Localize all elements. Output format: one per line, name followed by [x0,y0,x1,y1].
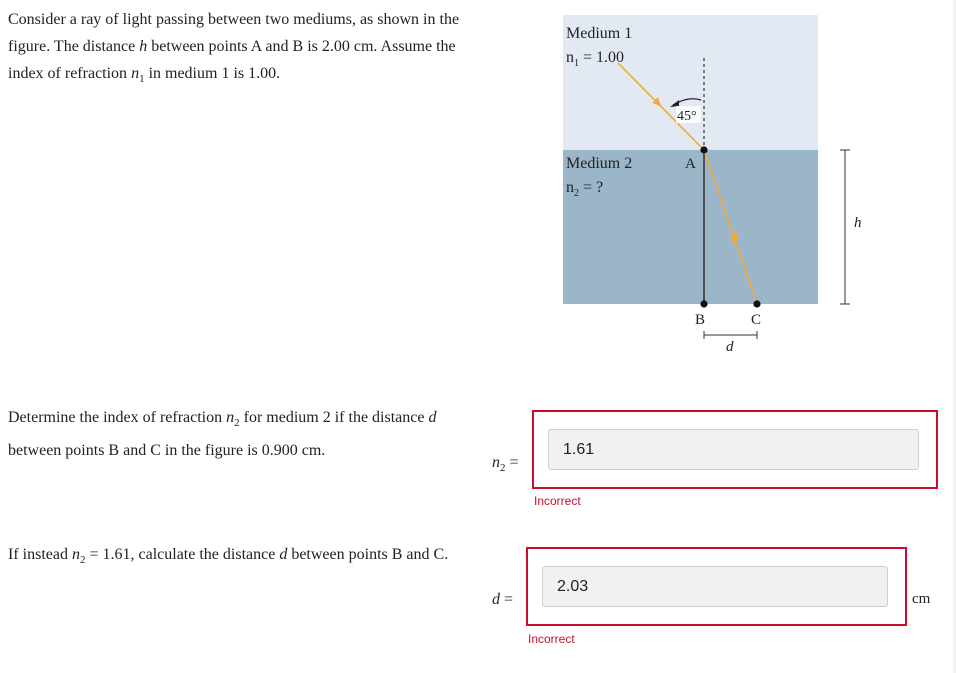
d-dimension-label: d [726,339,734,355]
medium2-index: $n_2$ = ? [566,179,604,199]
intro-n1-subscript: 1 [139,73,145,86]
part2-input-label: d = [492,591,514,608]
angle-label: 45° [677,109,697,124]
h-dimension-label: h [854,215,862,231]
point-c-label: C [751,312,762,328]
point-b-label: B [695,312,706,328]
intro-text-3: in medium 1 is 1.00. [144,65,281,82]
intro-text-1: Consider a ray of light passing between two mediums, as shown in the figure. The distance [8,11,460,55]
part1-input-label: $n_2$ = [492,454,519,475]
intro-h-symbol: h [139,38,148,55]
part1-feedback: Incorrect [534,494,581,508]
medium2-region [563,150,818,304]
intro-n1-symbol: n [131,65,140,82]
part2-question: If instead $n_2 = 1.61$, calculate the distance d between points B and C. [8,546,449,567]
intro-text-2: between points A and B is 2.00 cm. Assume the index of refraction [8,38,456,82]
medium1-label: Medium 1 [566,25,633,42]
point-a-label: A [685,156,696,172]
part2-unit-label: cm [912,591,931,607]
point-b-dot [700,300,707,307]
part1-question: Determine the index of refraction $n_2$ for medium 2 if the distance d between points B and C in the figure is 0.900 cm. [8,409,437,460]
point-c-dot [753,300,760,307]
medium2-label: Medium 2 [566,155,633,172]
part2-answer-input[interactable]: 2.03 [542,566,888,607]
medium1-index: $n_1 = 1.00$ [566,49,625,69]
part1-answer-input[interactable]: 1.61 [548,429,919,470]
part2-feedback: Incorrect [528,632,575,646]
point-a-dot [700,146,707,153]
